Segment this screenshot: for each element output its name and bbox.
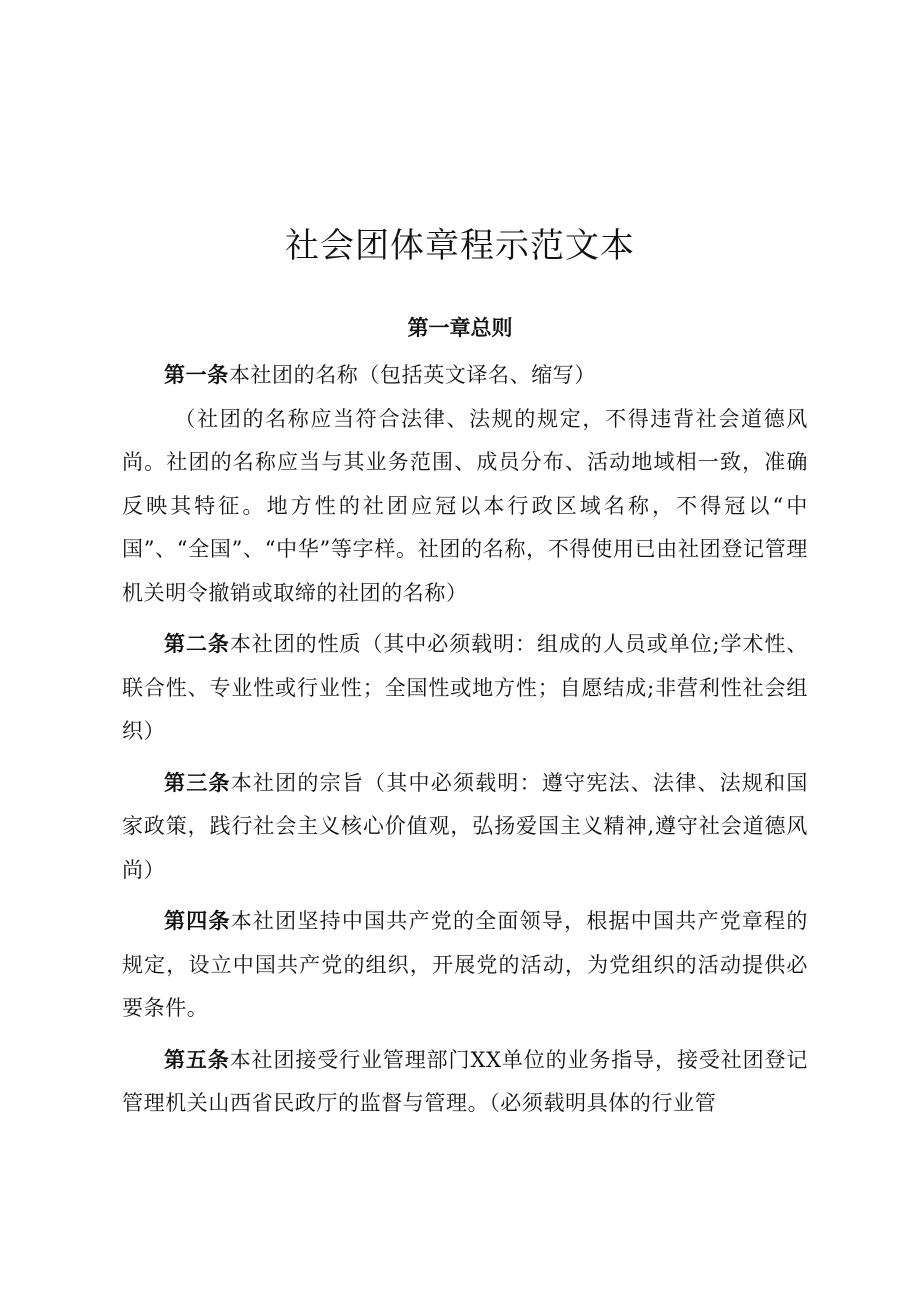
article-1-note — [122, 398, 808, 616]
spacer — [122, 754, 808, 762]
document-body — [122, 354, 808, 1126]
article-2-label: 第二条 — [164, 632, 230, 656]
article-4-label: 第四条 — [164, 909, 231, 933]
article-1-note-text: （社团的名称应当符合法律、法规的规定，不得违背社会道德风尚。社团的名称应当与其业务范围、成员分布、活动地域相一致，准确反映其特征。地方性的社团应冠以本行政区域名称，不得冠以“中国”、“全国”、“中华”等字样。社团的名称，不得使用已由社团登记管理机关明令撤销或取缔的社团的名称） — [122, 406, 808, 605]
article-1 — [122, 354, 808, 398]
article-3-label: 第三条 — [164, 770, 231, 795]
article-5 — [122, 1039, 808, 1126]
article-5-text: 本社团接受行业管理部门XX单位的业务指导，接受社团登记管理机关山西省民政厅的监督与管理。（必须载明具体的行业管 — [122, 1047, 808, 1115]
spacer — [122, 615, 808, 623]
article-1-label: 第一条 — [164, 363, 229, 387]
spacer — [122, 1031, 808, 1039]
document-title: 社会团体章程示范文本 — [285, 226, 635, 266]
article-3-text: 本社团的宗旨（其中必须载明：遵守宪法、法律、法规和国家政策，践行社会主义核心价值观，弘扬爱国主义精神,遵守社会道德风尚） — [122, 770, 808, 882]
article-3 — [122, 762, 808, 893]
article-5-label: 第五条 — [164, 1047, 230, 1072]
article-2 — [122, 623, 808, 754]
article-1-text: 本社团的名称（包括英文译名、缩写） — [228, 363, 597, 387]
article-4 — [122, 900, 808, 1031]
article-4-text: 本社团坚持中国共产党的全面领导，根据中国共产党章程的规定，设立中国共产党的组织，开展党的活动，为党组织的活动提供必要条件。 — [122, 909, 808, 1020]
article-2-text: 本社团的性质（其中必须载明：组成的人员或单位;学术性、联合性、专业性或行业性；全国性或地方性；自愿结成;非营利性社会组织） — [122, 632, 808, 743]
chapter-title: 第一章总则 — [407, 316, 513, 340]
spacer — [122, 892, 808, 900]
